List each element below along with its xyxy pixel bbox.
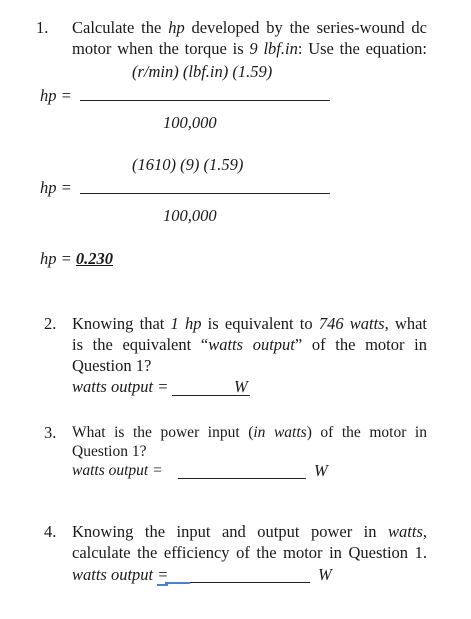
question-2-line-2: is the equivalent “watts output” of the motor in (72, 335, 428, 354)
question-4-spellcheck-underline (165, 582, 190, 584)
question-3-answer-label: watts output = (72, 462, 163, 479)
question-2-line-1: Knowing that 1 hp is equivalent to 746 watts, what (72, 314, 427, 333)
formula-denominator: 100,000 (163, 113, 217, 132)
substitution-numerator: (1610) (9) (1.59) (132, 155, 244, 174)
question-2-answer-label: watts output = (72, 377, 169, 396)
substitution-fraction-bar (80, 193, 330, 194)
question-3-number: 3. (44, 423, 57, 442)
question-4-number: 4. (44, 522, 57, 541)
question-1-line-2: motor when the torque is 9 lbf.in: Use the equation: (72, 39, 427, 58)
result-line: hp = 0.230 (40, 249, 114, 268)
question-1-number: 1. (36, 18, 49, 37)
question-4-equals-sign: = (157, 565, 169, 584)
question-3-line-1: What is the power input (in watts) of the motor in (72, 424, 427, 441)
formula-lhs: hp = (40, 86, 72, 105)
question-4-answer-blank[interactable] (190, 582, 310, 583)
question-4-line-1: Knowing the input and output power in watts, (72, 522, 427, 541)
question-3-line-2: Question 1? (72, 443, 147, 460)
substitution-denominator: 100,000 (163, 206, 217, 225)
question-4-answer-label: watts output = (72, 565, 169, 584)
substitution-lhs: hp = (40, 178, 72, 197)
question-2-line-3: Question 1? (72, 356, 152, 375)
formula-fraction-bar (80, 100, 330, 101)
question-3-answer-unit: W (314, 461, 328, 480)
question-4-answer-unit: W (318, 565, 332, 584)
question-4-line-2: calculate the efficiency of the motor in Question 1. (72, 543, 427, 562)
formula-numerator: (r/min) (lbf.in) (1.59) (132, 62, 273, 81)
question-3-answer-blank[interactable] (178, 478, 306, 479)
question-1-line-1: Calculate the hp developed by the series-wound dc (72, 18, 427, 37)
question-2-number: 2. (44, 314, 57, 333)
question-2-answer-unit: W (234, 377, 248, 396)
result-value: 0.230 (75, 249, 114, 268)
